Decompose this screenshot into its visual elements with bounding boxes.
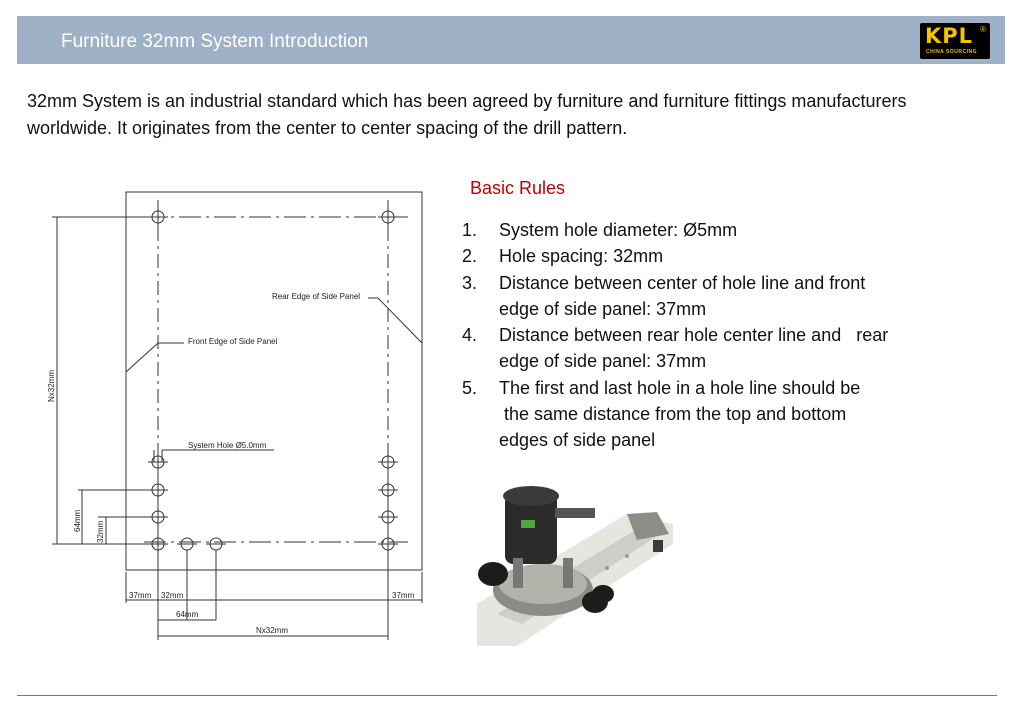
header-bar [17,16,1005,64]
dim-32mm-bottom: 32mm [161,591,184,600]
footer-divider [17,695,997,696]
intro-paragraph: 32mm System is an industrial standard which has been agreed by furniture and furniture fittings manufacturers worldwide. It originates from the center to center spacing of the drill pattern. [27,91,907,138]
rule-item [462,270,1002,323]
front-edge-label: Front Edge of Side Panel [188,337,278,346]
dim-64mm-bottom: 64mm [176,610,199,619]
dim-32mm-vertical: 32mm [96,520,105,543]
side-panel-outline [126,192,422,570]
rule-item [462,243,1002,269]
rule-item [462,322,1002,375]
rule-text: Distance between center of hole line and front edge of side panel: 37mm [499,272,866,319]
kpl-logo [920,23,990,59]
system-hole-label: System Hole Ø5.0mm [188,441,267,450]
logo-text: KPL [925,24,974,48]
rules-list [462,217,1002,454]
rule-text: The first and last hole in a hole line should be the same distance from the top and bottom edges of side panel [499,377,861,451]
logo-subtitle: CHINA SOURCING [926,49,977,55]
system-holes [148,207,398,554]
rule-item [462,375,1002,454]
rule-text: System hole diameter: Ø5mm [499,220,738,240]
dim-64mm-vertical: 64mm [73,509,82,532]
rule-item [462,217,1002,243]
rule-text: Distance between rear hole center line and rear edge of side panel: 37mm [499,325,889,372]
rule-number: 2. [462,246,478,267]
page-title: Furniture 32mm System Introduction [61,31,369,52]
rule-number: 5. [462,377,478,398]
dim-37mm-left: 37mm [129,591,152,600]
dim-37mm-right: 37mm [392,591,415,600]
logo-registered-mark: ® [980,25,986,34]
rule-number: 4. [462,325,478,346]
rule-number: 1. [462,220,478,240]
rule-number: 3. [462,272,478,293]
rule-text: Hole spacing: 32mm [499,246,664,267]
32mm-system-diagram [40,180,440,645]
dim-width-label: Nx32mm [256,626,289,635]
drilling-jig-photo [477,484,673,646]
height-dimension-label: Nx32mm [47,369,56,402]
rear-edge-label: Rear Edge of Side Panel [272,292,361,301]
rules-heading: Basic Rules [470,178,566,198]
